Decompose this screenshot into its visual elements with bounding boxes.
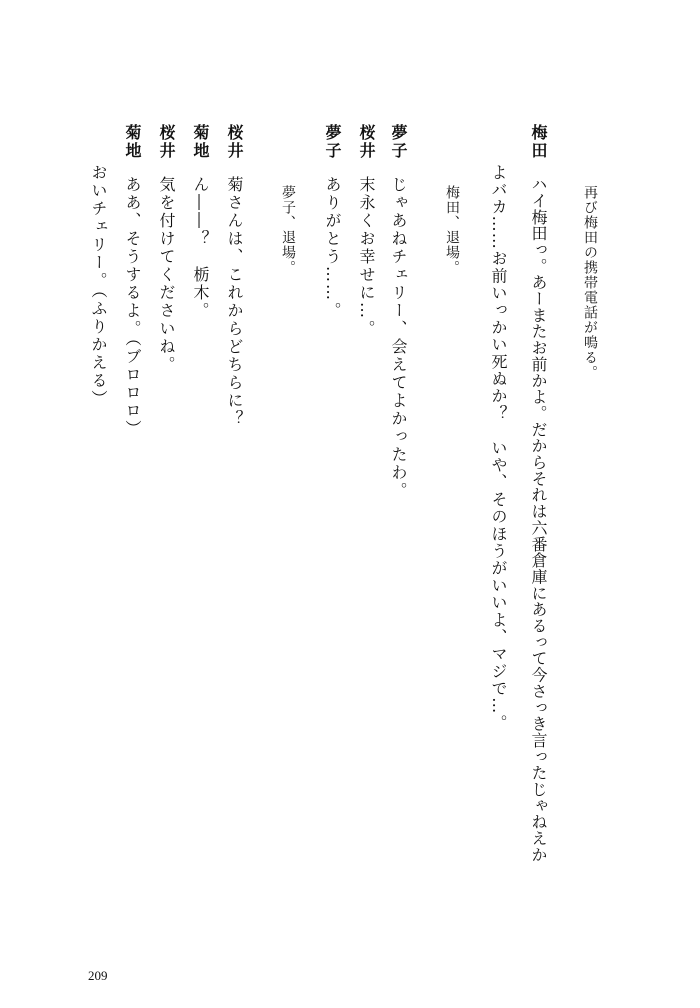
direction-text: 夢子、退場。	[280, 185, 296, 275]
speaker-name: 菊地	[123, 124, 142, 160]
dialogue-text: 末永くお幸せに…。	[357, 176, 376, 338]
speaker-name: 夢子	[323, 124, 342, 160]
speaker-name: 菊地	[191, 124, 210, 160]
speaker-name: 桜井	[157, 124, 176, 160]
dialogue-text: じゃあねチェリー、会えてよかったわ。	[389, 176, 408, 500]
dialogue-continuation	[488, 164, 508, 732]
dialogue-text: ああ、そうするよ。（ブロロロ）	[123, 176, 142, 438]
dialogue-continuation	[88, 164, 108, 408]
dialogue-text: おいチェリー。（ふりかえる）	[89, 164, 108, 408]
speaker-name: 桜井	[357, 124, 376, 160]
speaker-name: 桜井	[225, 124, 244, 160]
dialogue-line	[190, 124, 210, 320]
direction-text: 再び梅田の携帯電話が鳴る。	[582, 185, 598, 380]
page-number: 209	[88, 968, 108, 983]
dialogue-line	[388, 124, 408, 500]
dialogue-line	[356, 124, 376, 338]
direction-text: 梅田、退場。	[444, 185, 460, 275]
speaker-name: 夢子	[389, 124, 408, 160]
dialogue-line	[156, 124, 176, 374]
dialogue-text: ん――？ 栃木。	[191, 176, 210, 320]
dialogue-line	[528, 124, 548, 863]
dialogue-line	[224, 124, 244, 428]
dialogue-text: ハイ梅田っ。あーまたお前かよ。だからそれは六番倉庫にあるって今さっき言ったじゃねえか	[529, 176, 548, 863]
stage-direction	[278, 185, 298, 275]
speaker-name: 梅田	[529, 124, 548, 160]
dialogue-line	[122, 124, 142, 438]
dialogue-text: ありがとう……。	[323, 176, 342, 320]
dialogue-text: 気を付けてくださいね。	[157, 176, 176, 374]
stage-direction	[580, 185, 600, 380]
dialogue-text: よバカ……お前いっかい死ぬか？ いや、そのほうがいいよ、マジで…。	[489, 164, 508, 732]
dialogue-line	[322, 124, 342, 320]
stage-direction	[442, 185, 462, 275]
dialogue-text: 菊さんは、これからどちらに？	[225, 176, 244, 428]
